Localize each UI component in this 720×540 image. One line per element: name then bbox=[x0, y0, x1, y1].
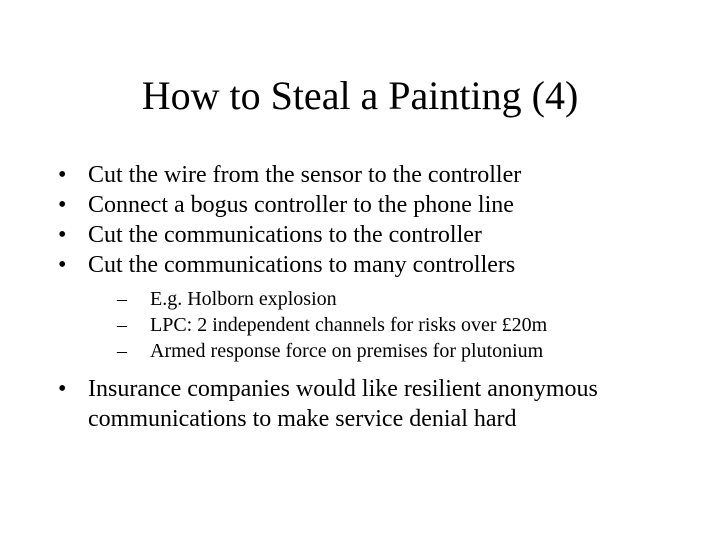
bullet-item bbox=[58, 250, 698, 364]
sub-bullet-text: LPC: 2 independent channels for risks over £20m bbox=[150, 314, 548, 336]
bullet-item-final bbox=[58, 374, 608, 434]
sub-bullet-list bbox=[108, 286, 718, 364]
dash-icon: – bbox=[117, 288, 127, 310]
bullet-text: Insurance companies would like resilient anonymous communications to make service denial hard bbox=[88, 376, 598, 432]
bullet-text: Cut the communications to many controllers bbox=[88, 252, 516, 278]
sub-bullet-text: Armed response force on premises for plutonium bbox=[150, 340, 544, 362]
bullet-item bbox=[58, 160, 698, 190]
bullet-dot-icon: • bbox=[58, 192, 67, 218]
bullet-dot-icon: • bbox=[58, 162, 67, 188]
bullet-text: Cut the wire from the sensor to the controller bbox=[88, 162, 522, 188]
sub-bullet-item bbox=[108, 286, 718, 312]
bullet-item bbox=[58, 190, 698, 220]
dash-icon: – bbox=[117, 314, 127, 336]
bullet-dot-icon: • bbox=[58, 222, 67, 248]
sub-bullet-item bbox=[108, 312, 718, 338]
bullet-text: Connect a bogus controller to the phone line bbox=[88, 192, 514, 218]
bullet-list bbox=[58, 160, 698, 434]
slide-title: How to Steal a Painting (4) bbox=[141, 73, 579, 118]
bullet-item bbox=[58, 220, 698, 250]
sub-bullet-text: E.g. Holborn explosion bbox=[150, 288, 337, 310]
dash-icon: – bbox=[117, 340, 127, 362]
sub-bullet-item bbox=[108, 338, 718, 364]
bullet-dot-icon: • bbox=[58, 252, 67, 278]
bullet-dot-icon: • bbox=[58, 376, 67, 402]
bullet-text: Cut the communications to the controller bbox=[88, 222, 482, 248]
